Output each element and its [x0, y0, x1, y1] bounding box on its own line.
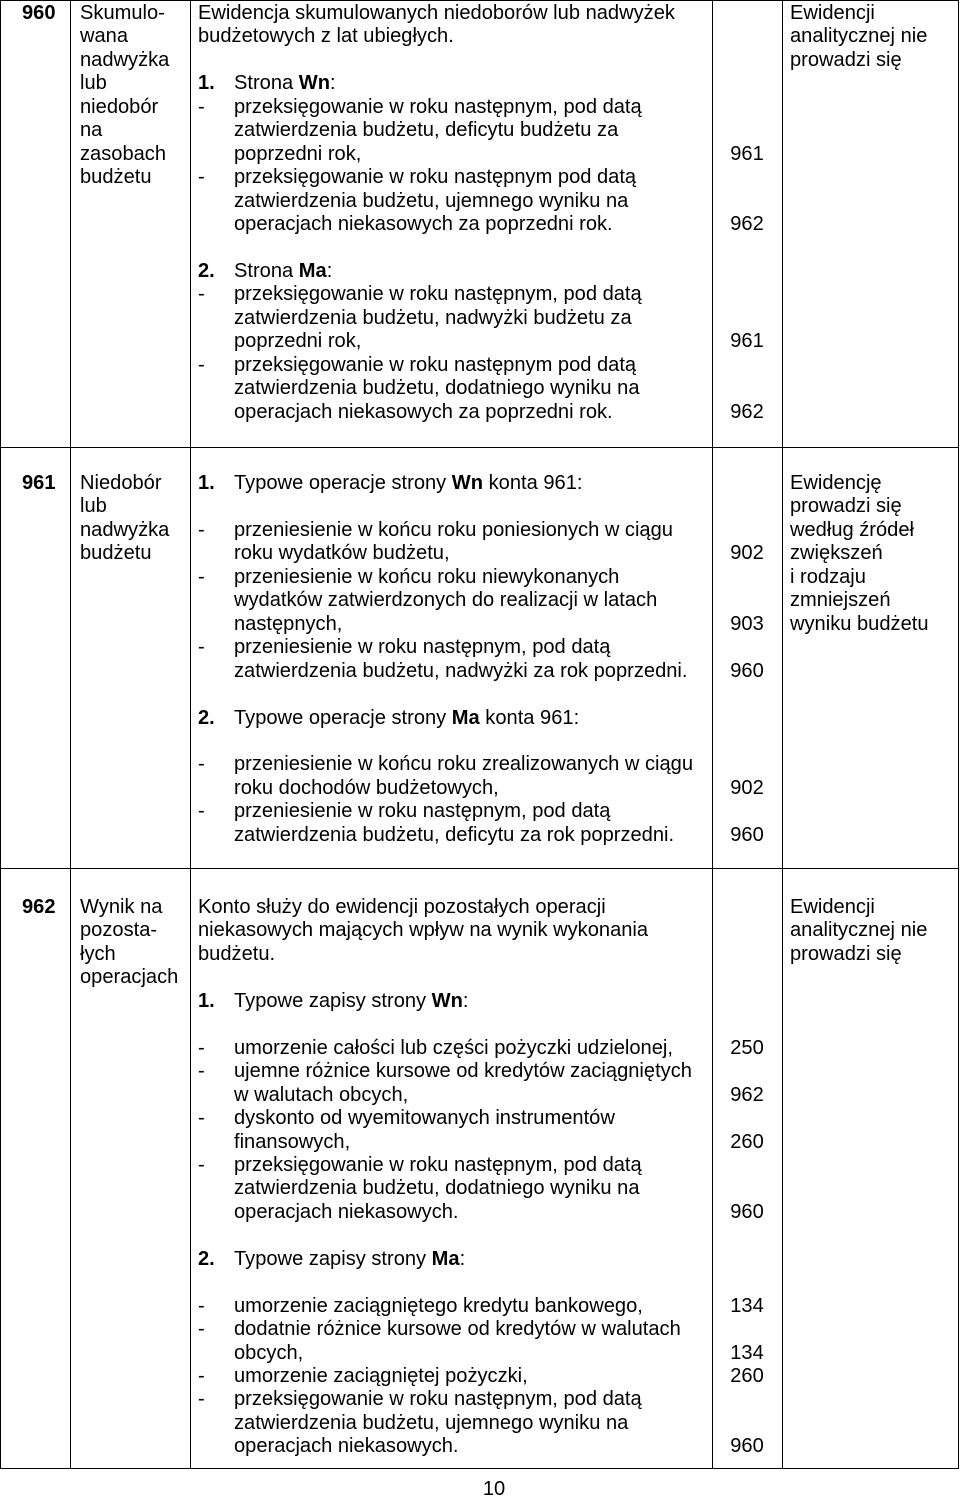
- contra-account: 260: [730, 1130, 764, 1153]
- contra-account: 134: [730, 1294, 764, 1317]
- bullet-dash: -: [198, 283, 205, 306]
- heading-text: [234, 707, 782, 730]
- entry-item: [198, 636, 782, 683]
- bullet-dash: -: [198, 753, 205, 776]
- entry-text: dodatnie różnice kursowe od kredytów w walutach obcych,: [234, 1318, 681, 1364]
- account-name: Skumulo- wana nadwyżka lub niedobór na zasobach budżetu: [71, 1, 191, 448]
- entry-item: [198, 519, 782, 566]
- entry-item: [198, 1060, 782, 1107]
- entry-item: [198, 1037, 782, 1060]
- contra-account: 903: [730, 612, 764, 635]
- account-notes: Ewidencji analitycznej nie prowadzi się: [783, 1, 959, 448]
- heading-text: [234, 72, 782, 95]
- heading-prefix: Typowe zapisy strony: [234, 1247, 432, 1270]
- account-notes: Ewidencję prowadzi się według źródeł zwiększeń i rodzaju zmniejszeń wyniku budżetu: [783, 448, 959, 869]
- entry-text: przeniesienie w końcu roku niewykonanych wydatków zatwierdzonych do realizacji w latach następnych,: [234, 565, 658, 635]
- entry-item: [198, 1365, 782, 1388]
- account-number: 960: [1, 1, 71, 448]
- contra-account: 960: [730, 1200, 764, 1223]
- page-number: 10: [482, 1478, 506, 1500]
- entry-text: przeniesienie w roku następnym, pod datą zatwierdzenia budżetu, deficytu za rok poprzedni.: [234, 800, 675, 846]
- entry-item: [198, 283, 782, 353]
- entry-item: [198, 566, 782, 636]
- heading-suffix: :: [462, 989, 469, 1012]
- entry-item: [198, 166, 782, 236]
- bullet-dash: -: [198, 1318, 205, 1341]
- heading-suffix: :: [459, 1247, 466, 1270]
- entry-text: dyskonto od wyemitowanych instrumentów finansowych,: [234, 1107, 615, 1153]
- heading-suffix: :: [330, 72, 336, 95]
- bullet-dash: -: [198, 1388, 205, 1411]
- heading-number: 2.: [198, 706, 215, 729]
- bullet-dash: -: [198, 166, 205, 189]
- account-description: [191, 448, 783, 869]
- bullet-dash: -: [198, 565, 205, 588]
- entry-text: przeniesienie w roku następnym, pod datą zatwierdzenia budżetu, nadwyżki za rok poprzedni.: [234, 636, 688, 682]
- contra-account: 250: [730, 1036, 764, 1059]
- description-intro: Ewidencja skumulowanych niedoborów lub nadwyżek budżetowych z lat ubiegłych.: [198, 2, 675, 48]
- bullet-dash: -: [198, 1365, 205, 1387]
- contra-account: 960: [730, 823, 764, 846]
- entry-text: umorzenie zaciągniętego kredytu bankowego,: [234, 1294, 643, 1317]
- entry-item: [198, 1318, 782, 1365]
- spacer: [198, 1224, 782, 1247]
- heading-number: 1.: [198, 472, 215, 494]
- bullet-dash: -: [198, 353, 205, 376]
- heading-number: 1.: [198, 72, 215, 95]
- bullet-dash: -: [198, 518, 205, 541]
- entry-text: umorzenie całości lub części pożyczki udzielonej,: [234, 1036, 673, 1059]
- heading-prefix: Typowe operacje strony: [234, 706, 452, 729]
- account-name: Niedobór lub nadwyżka budżetu: [71, 448, 191, 869]
- bullet-dash: -: [198, 636, 205, 659]
- spacer: [198, 966, 782, 989]
- contra-account: 902: [730, 542, 764, 565]
- heading-text: [234, 1248, 782, 1271]
- bullet-dash: -: [198, 800, 205, 823]
- side-heading: [198, 1248, 782, 1271]
- spacer: [198, 1271, 782, 1294]
- entry-text: przeksięgowanie w roku następnym pod datą zatwierdzenia budżetu, dodatniego wyniku na operacjach niekasowych za poprzedni rok.: [234, 353, 640, 423]
- entry-text: przeksięgowanie w roku następnym, pod datą zatwierdzenia budżetu, nadwyżki budżetu za poprzedni rok,: [234, 283, 642, 353]
- entry-item: [198, 1295, 782, 1318]
- heading-number: 2.: [198, 1247, 215, 1270]
- contra-account: 962: [730, 400, 764, 423]
- contra-account: 902: [730, 776, 764, 799]
- account-number: 962: [1, 869, 71, 1469]
- bullet-dash: -: [198, 95, 205, 118]
- entry-item: [198, 1388, 782, 1458]
- heading-suffix: :: [326, 259, 333, 282]
- entry-text: przeksięgowanie w roku następnym, pod datą zatwierdzenia budżetu, ujemnego wyniku na operacjach niekasowych.: [234, 1388, 642, 1458]
- spacer: [198, 683, 782, 706]
- entry-item: [198, 800, 782, 847]
- heading-text: [234, 472, 782, 495]
- spacer: [198, 237, 782, 260]
- side-code: Ma: [431, 1247, 460, 1270]
- account-name: Wynik na pozosta- łych operacjach: [71, 869, 191, 1469]
- contra-account: 960: [730, 1435, 764, 1458]
- account-description: [191, 1, 783, 448]
- entry-item: [198, 1107, 782, 1154]
- entry-item: [198, 354, 782, 424]
- entry-text: przeniesienie w końcu roku poniesionych w ciągu roku wydatków budżetu,: [234, 518, 673, 565]
- heading-number: 1.: [198, 989, 215, 1012]
- contra-account: 961: [730, 330, 764, 353]
- spacer: [198, 1013, 782, 1036]
- entry-text: przeniesienie w końcu roku zrealizowanych w ciągu roku dochodów budżetowych,: [234, 753, 694, 799]
- entry-item: [198, 753, 782, 800]
- heading-number: 2.: [198, 259, 215, 282]
- heading-text: [234, 260, 782, 283]
- heading-prefix: Strona: [234, 259, 299, 282]
- heading-suffix: konta 961:: [479, 706, 580, 729]
- heading-prefix: Typowe zapisy strony: [234, 989, 432, 1012]
- entry-text: przeksięgowanie w roku następnym pod datą zatwierdzenia budżetu, ujemnego wyniku na operacjach niekasowych za poprzedni rok.: [234, 166, 637, 236]
- side-heading: [198, 472, 782, 495]
- heading-prefix: Typowe operacje strony: [234, 472, 452, 494]
- entry-text: umorzenie zaciągniętej pożyczki,: [234, 1365, 528, 1387]
- account-description: [191, 869, 783, 1469]
- description-intro: Konto służy do ewidencji pozostałych operacji niekasowych mających wpływ na wynik wykonania budżetu.: [198, 896, 649, 965]
- side-code: Ma: [451, 706, 480, 729]
- contra-account: 960: [730, 659, 764, 682]
- entry-text: ujemne różnice kursowe od kredytów zaciągniętych w walutach obcych,: [234, 1060, 692, 1106]
- bullet-dash: -: [198, 1060, 205, 1083]
- contra-account: 962: [730, 1083, 764, 1106]
- side-code: Ma: [298, 259, 327, 282]
- entry-item: [198, 96, 782, 166]
- spacer: [198, 730, 782, 753]
- contra-account: 260: [730, 1365, 764, 1387]
- side-heading: [198, 260, 782, 283]
- heading-text: [234, 990, 782, 1013]
- bullet-dash: -: [198, 1107, 205, 1130]
- bullet-dash: -: [198, 1153, 205, 1176]
- heading-suffix: konta 961:: [483, 472, 583, 494]
- side-heading: [198, 72, 782, 95]
- heading-prefix: Strona: [234, 72, 299, 95]
- side-code: Wn: [451, 472, 484, 494]
- entry-item: [198, 1154, 782, 1224]
- side-heading: [198, 990, 782, 1013]
- entry-text: przeksięgowanie w roku następnym, pod datą zatwierdzenia budżetu, dodatniego wyniku na operacjach niekasowych.: [234, 1153, 642, 1223]
- contra-account: 962: [730, 213, 764, 236]
- side-code: Wn: [298, 72, 331, 95]
- spacer: [198, 495, 782, 518]
- contra-account: 134: [730, 1341, 764, 1364]
- contra-account: 961: [730, 142, 764, 165]
- bullet-dash: -: [198, 1036, 205, 1059]
- side-code: Wn: [431, 989, 463, 1012]
- account-notes: Ewidencji analitycznej nie prowadzi się: [783, 869, 959, 1469]
- side-heading: [198, 707, 782, 730]
- spacer: [198, 49, 782, 72]
- entry-text: przeksięgowanie w roku następnym, pod datą zatwierdzenia budżetu, deficytu budżetu za poprzedni rok,: [234, 95, 642, 165]
- bullet-dash: -: [198, 1294, 205, 1317]
- account-number: 961: [1, 448, 71, 869]
